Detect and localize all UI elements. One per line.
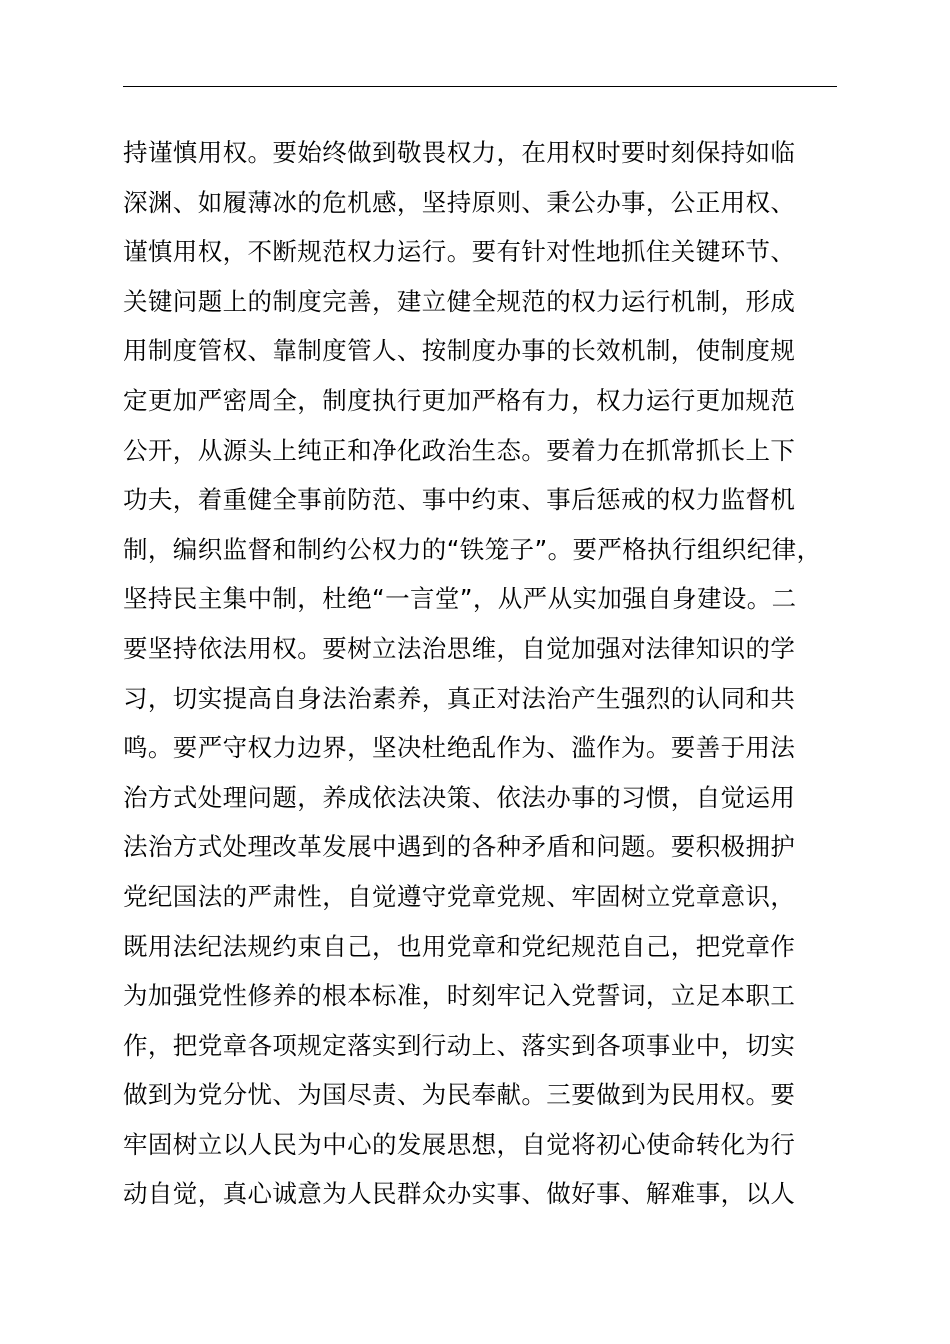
text-line: 鸣。要严守权力边界，坚决杜绝乱作为、滥作为。要善于用法: [123, 733, 796, 763]
text-line: 坚持民主集中制，杜绝“一言堂”，从严从实加强自身建设。二: [123, 584, 797, 614]
document-body: [123, 128, 863, 1219]
text-line: 用制度管权、靠制度管人、按制度办事的长效机制，使制度规: [123, 336, 796, 366]
text-line: 制，编织监督和制约公权力的“铁笼子”。要严格执行组织纪律，: [123, 534, 822, 564]
text-line: 牢固树立以人民为中心的发展思想，自觉将初心使命转化为行: [123, 1129, 796, 1159]
text-line: 定更加严密周全，制度执行更加严格有力，权力运行更加规范: [123, 385, 796, 415]
text-line: 法治方式处理改革发展中遇到的各种矛盾和问题。要积极拥护: [123, 832, 796, 862]
text-line: 谨慎用权，不断规范权力运行。要有针对性地抓住关键环节、: [123, 237, 796, 267]
text-line: 治方式处理问题，养成依法决策、依法办事的习惯，自觉运用: [123, 782, 796, 812]
text-line: 为加强党性修养的根本标准，时刻牢记入党誓词，立足本职工: [123, 981, 796, 1011]
text-line: 党纪国法的严肃性，自觉遵守党章党规、牢固树立党章意识，: [123, 881, 796, 911]
text-line: 做到为党分忧、为国尽责、为民奉献。三要做到为民用权。要: [123, 1080, 796, 1110]
text-line: 动自觉，真心诚意为人民群众办实事、做好事、解难事，以人: [123, 1179, 796, 1209]
text-line: 关键问题上的制度完善，建立健全规范的权力运行机制，形成: [123, 286, 796, 316]
text-line: 习，切实提高自身法治素养，真正对法治产生强烈的认同和共: [123, 683, 796, 713]
text-line: 持谨慎用权。要始终做到敬畏权力，在用权时要时刻保持如临: [123, 138, 796, 167]
text-line: 要坚持依法用权。要树立法治思维，自觉加强对法律知识的学: [123, 633, 796, 663]
text-line: 既用法纪法规约束自己，也用党章和党纪规范自己，把党章作: [123, 931, 796, 961]
text-line: 功夫，着重健全事前防范、事中约束、事后惩戒的权力监督机: [123, 485, 796, 515]
header-rule: [123, 86, 837, 87]
text-line: 公开，从源头上纯正和净化政治生态。要着力在抓常抓长上下: [123, 435, 796, 465]
text-line: 作，把党章各项规定落实到行动上、落实到各项事业中，切实: [123, 1030, 796, 1060]
text-line: 深渊、如履薄冰的危机感，坚持原则、秉公办事，公正用权、: [123, 187, 796, 217]
